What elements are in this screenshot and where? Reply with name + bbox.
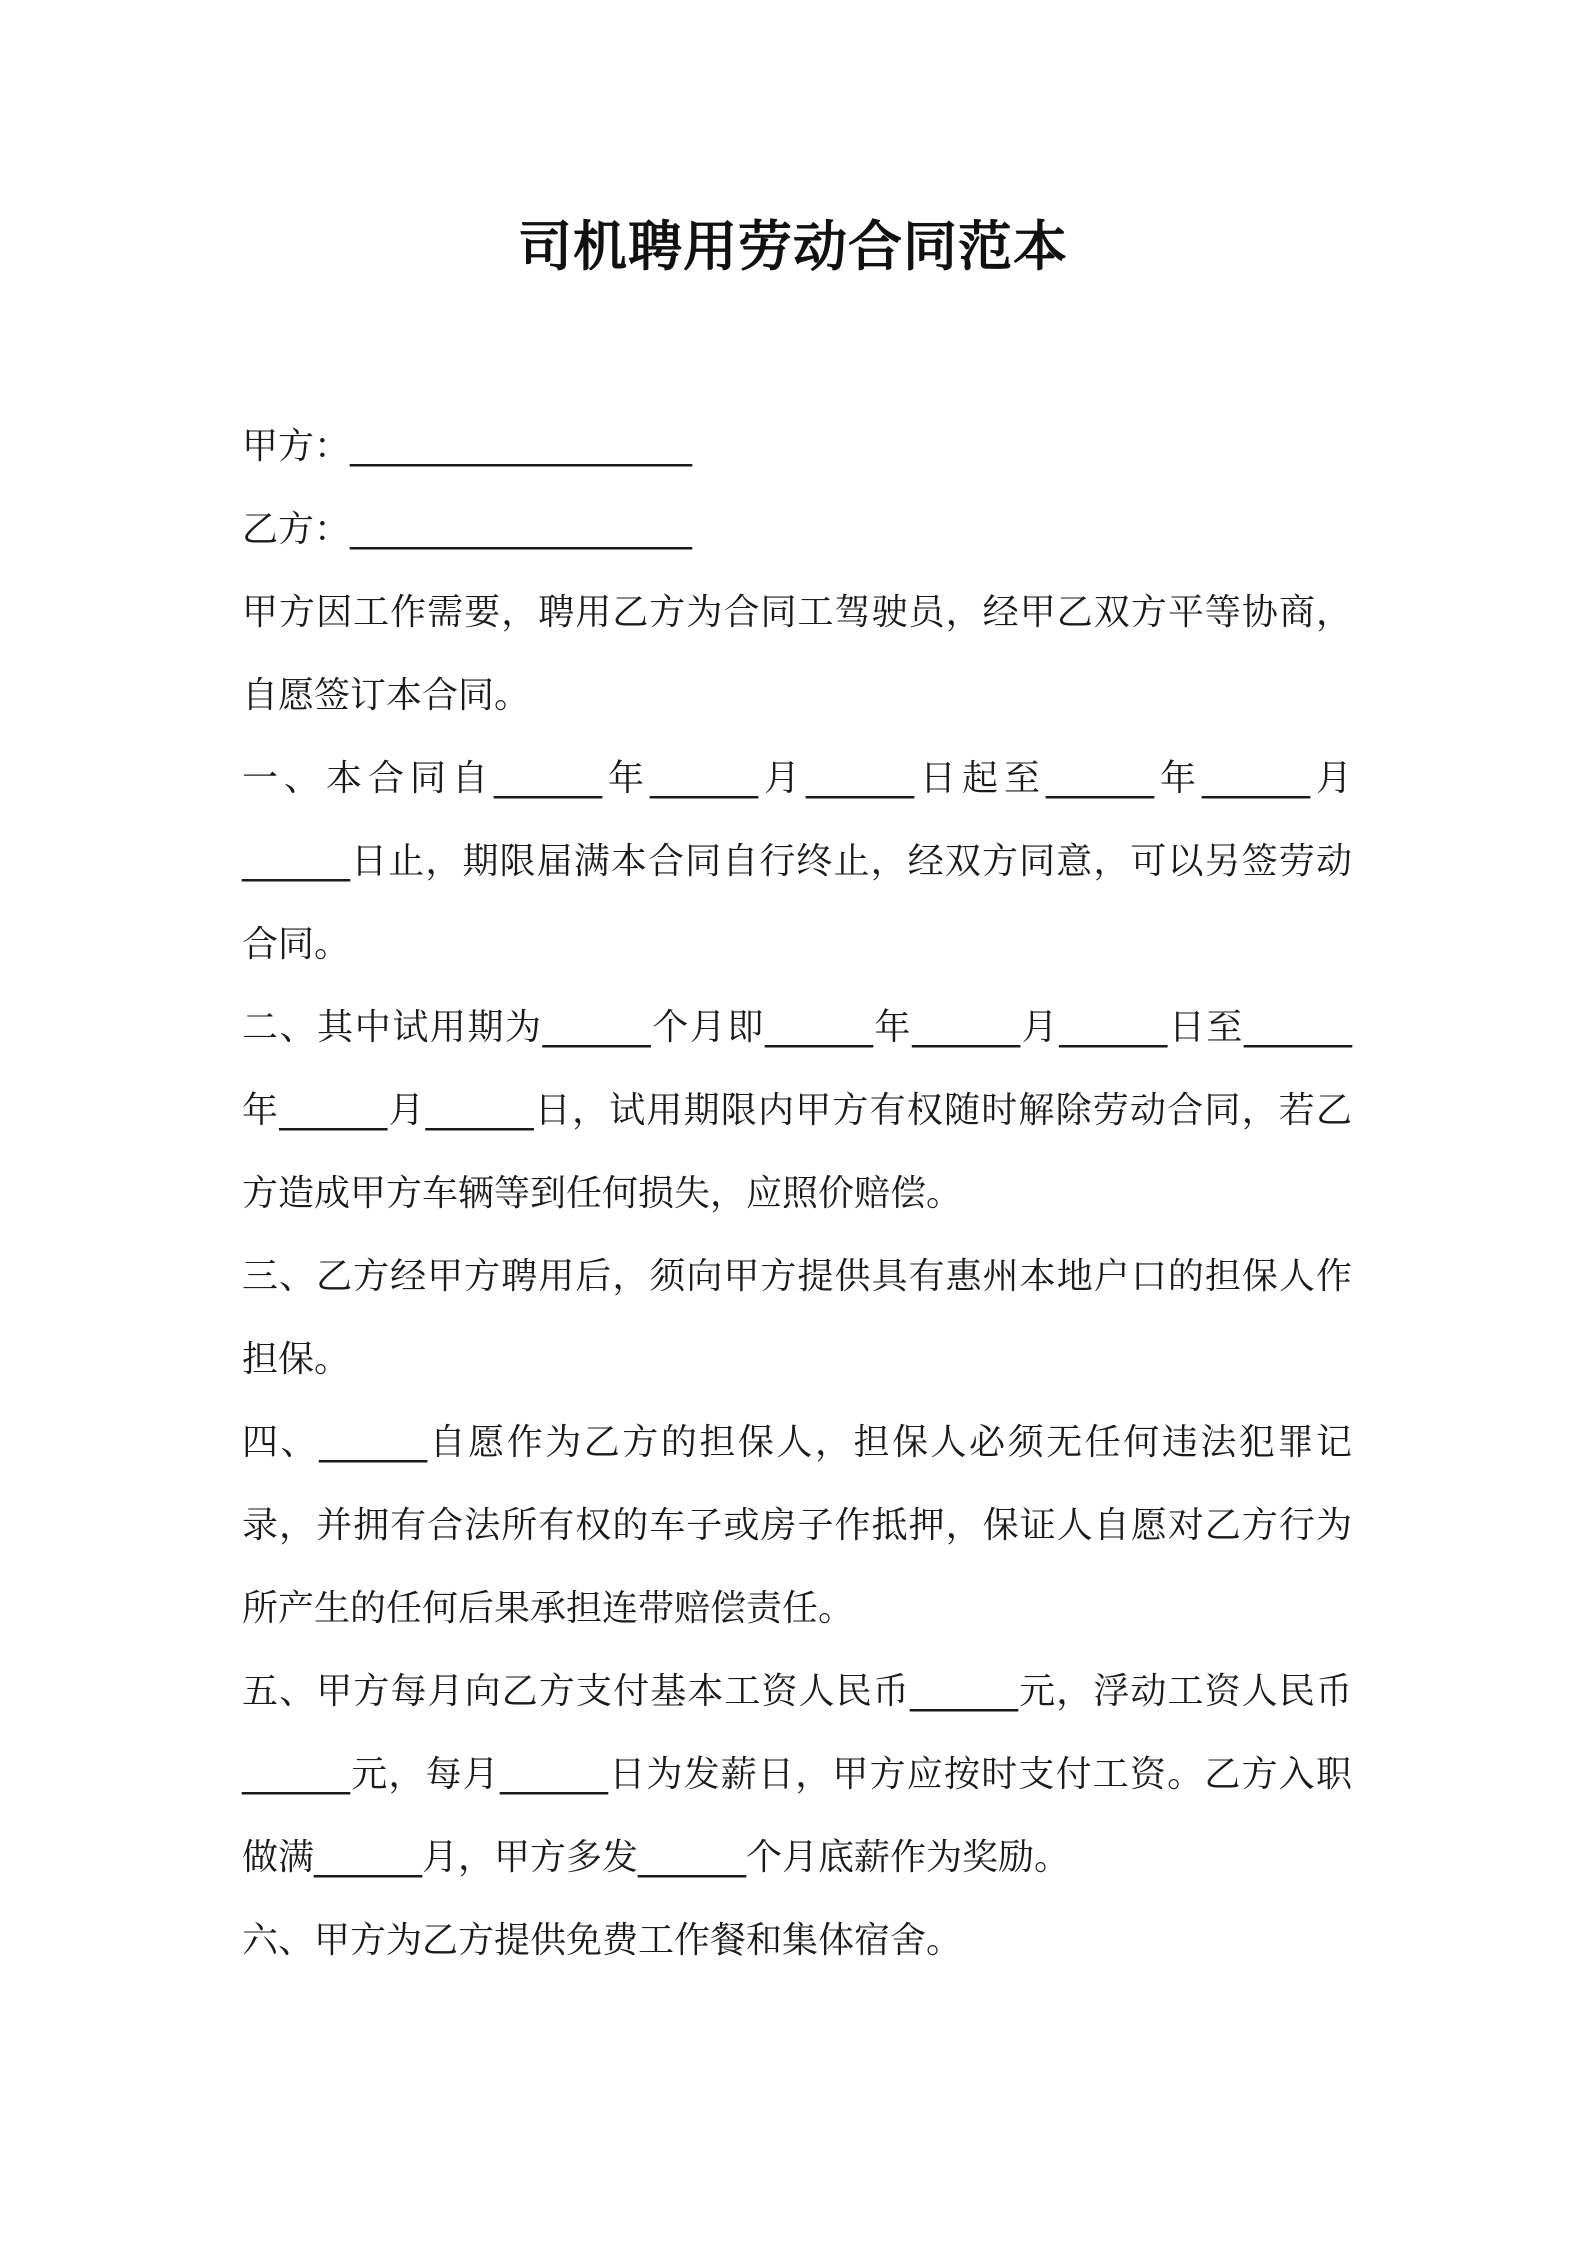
clause-6: 六、甲方为乙方提供免费工作餐和集体宿舍。 — [242, 1920, 963, 1961]
clause-5: 五、甲方每月向乙方支付基本工资人民币______元，浮动工资人民币______元，每月______日为发薪日，甲方应按时支付工资。乙方入职做满______月，甲方多发______个月底薪作为奖励。 — [242, 1671, 1352, 1878]
clause-1: 一、本合同自______年______月______日起至______年______月______日止，期限届满本合同自行终止，经双方同意，可以另签劳动合同。 — [242, 758, 1352, 965]
clause-4: 四、______自愿作为乙方的担保人，担保人必须无任何违法犯罪记录，并拥有合法所有权的车子或房子作抵押，保证人自愿对乙方行为所产生的任何后果承担连带赔偿责任。 — [242, 1422, 1352, 1629]
clause-2: 二、其中试用期为______个月即______年______月______日至______年______月______日，试用期限内甲方有权随时解除劳动合同，若乙方造成甲方车辆等到任何损失，应照价赔偿。 — [242, 1007, 1352, 1214]
clause-3: 三、乙方经甲方聘用后，须向甲方提供具有惠州本地户口的担保人作担保。 — [242, 1256, 1352, 1380]
intro-paragraph: 甲方因工作需要，聘用乙方为合同工驾驶员，经甲乙双方平等协商，自愿签订本合同。 — [242, 592, 1352, 716]
document-body — [242, 405, 1352, 1982]
document-title: 司机聘用劳动合同范本 — [518, 215, 1068, 278]
party-b-line: 乙方：___________________ — [242, 509, 693, 550]
party-a-line: 甲方：___________________ — [242, 426, 693, 467]
